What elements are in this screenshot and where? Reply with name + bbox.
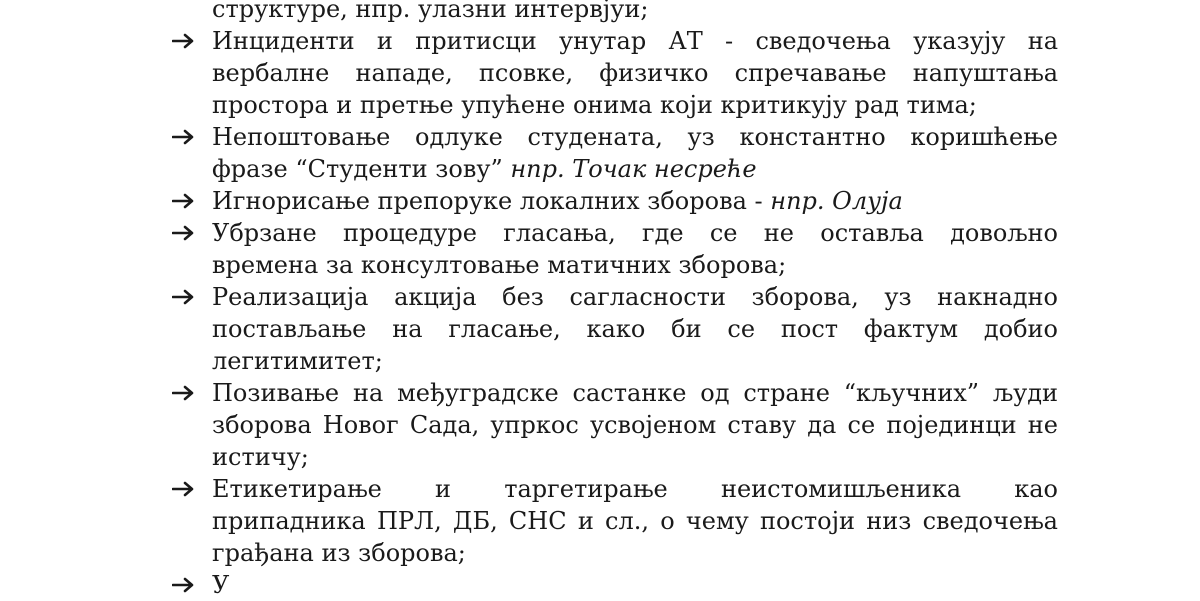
text-line: простора и претње упућене онима који критикују рад тима; [212, 91, 977, 119]
list-item [212, 185, 1058, 217]
text-line: припадника ПРЛ, ДБ, СНС и сл., о чему постоји низ сведочења [212, 507, 1058, 535]
text-italic: нпр. Точак несреће [510, 155, 757, 183]
list-item [212, 217, 1058, 281]
arrow-right-icon [172, 473, 206, 505]
text-line: Непоштовање одлуке студената, уз константно коришћење [212, 123, 1058, 151]
list-item [212, 569, 1058, 601]
text-line: Етикетирање и таргетирање неистомишљеника као [212, 475, 1058, 503]
text-line [212, 153, 1058, 185]
list-item [212, 25, 1058, 121]
text-line [212, 185, 1058, 217]
text-line: постављање на гласање, како би се пост фактум добио [212, 315, 1058, 343]
list-item-continuation [212, 0, 1058, 25]
list-item [212, 121, 1058, 185]
text-line: грађана из зборова; [212, 539, 466, 567]
arrow-right-icon [172, 569, 206, 601]
text-line: структуре, нпр. улазни интервјуи; [212, 0, 649, 23]
arrow-right-icon [172, 185, 206, 217]
arrow-right-icon [172, 121, 206, 153]
list-item [212, 281, 1058, 377]
text-line: легитимитет; [212, 347, 383, 375]
text-plain: фразе “Студенти зову” [212, 155, 511, 183]
arrow-right-icon [172, 217, 206, 249]
list-item [212, 473, 1058, 569]
list-item [212, 377, 1058, 473]
text-line: истичу; [212, 443, 309, 471]
text-line: Позивање на међуградске састанке од стране “кључних” људи [212, 379, 1058, 407]
text-line: Убрзане процедуре гласања, где се не оставља довољно [212, 219, 1058, 247]
arrow-right-icon [172, 25, 206, 57]
text-line: У [212, 571, 230, 599]
text-line: Инциденти и притисци унутар АТ - сведочења указују на [212, 27, 1058, 55]
text-line: времена за консултовање матичних зборова; [212, 251, 787, 279]
arrow-right-icon [172, 377, 206, 409]
text-italic: нпр. Олуја [770, 187, 903, 215]
arrow-right-icon [172, 281, 206, 313]
text-line: зборова Новог Сада, упркос усвојеном ставу да се појединци не [212, 411, 1058, 439]
text-line: Реализација акција без сагласности зборова, уз накнадно [212, 283, 1058, 311]
text-line: вербалне нападе, псовке, физичко спречавање напуштања [212, 59, 1058, 87]
text-plain: Игнорисање препоруке локалних зборова - [212, 187, 771, 215]
